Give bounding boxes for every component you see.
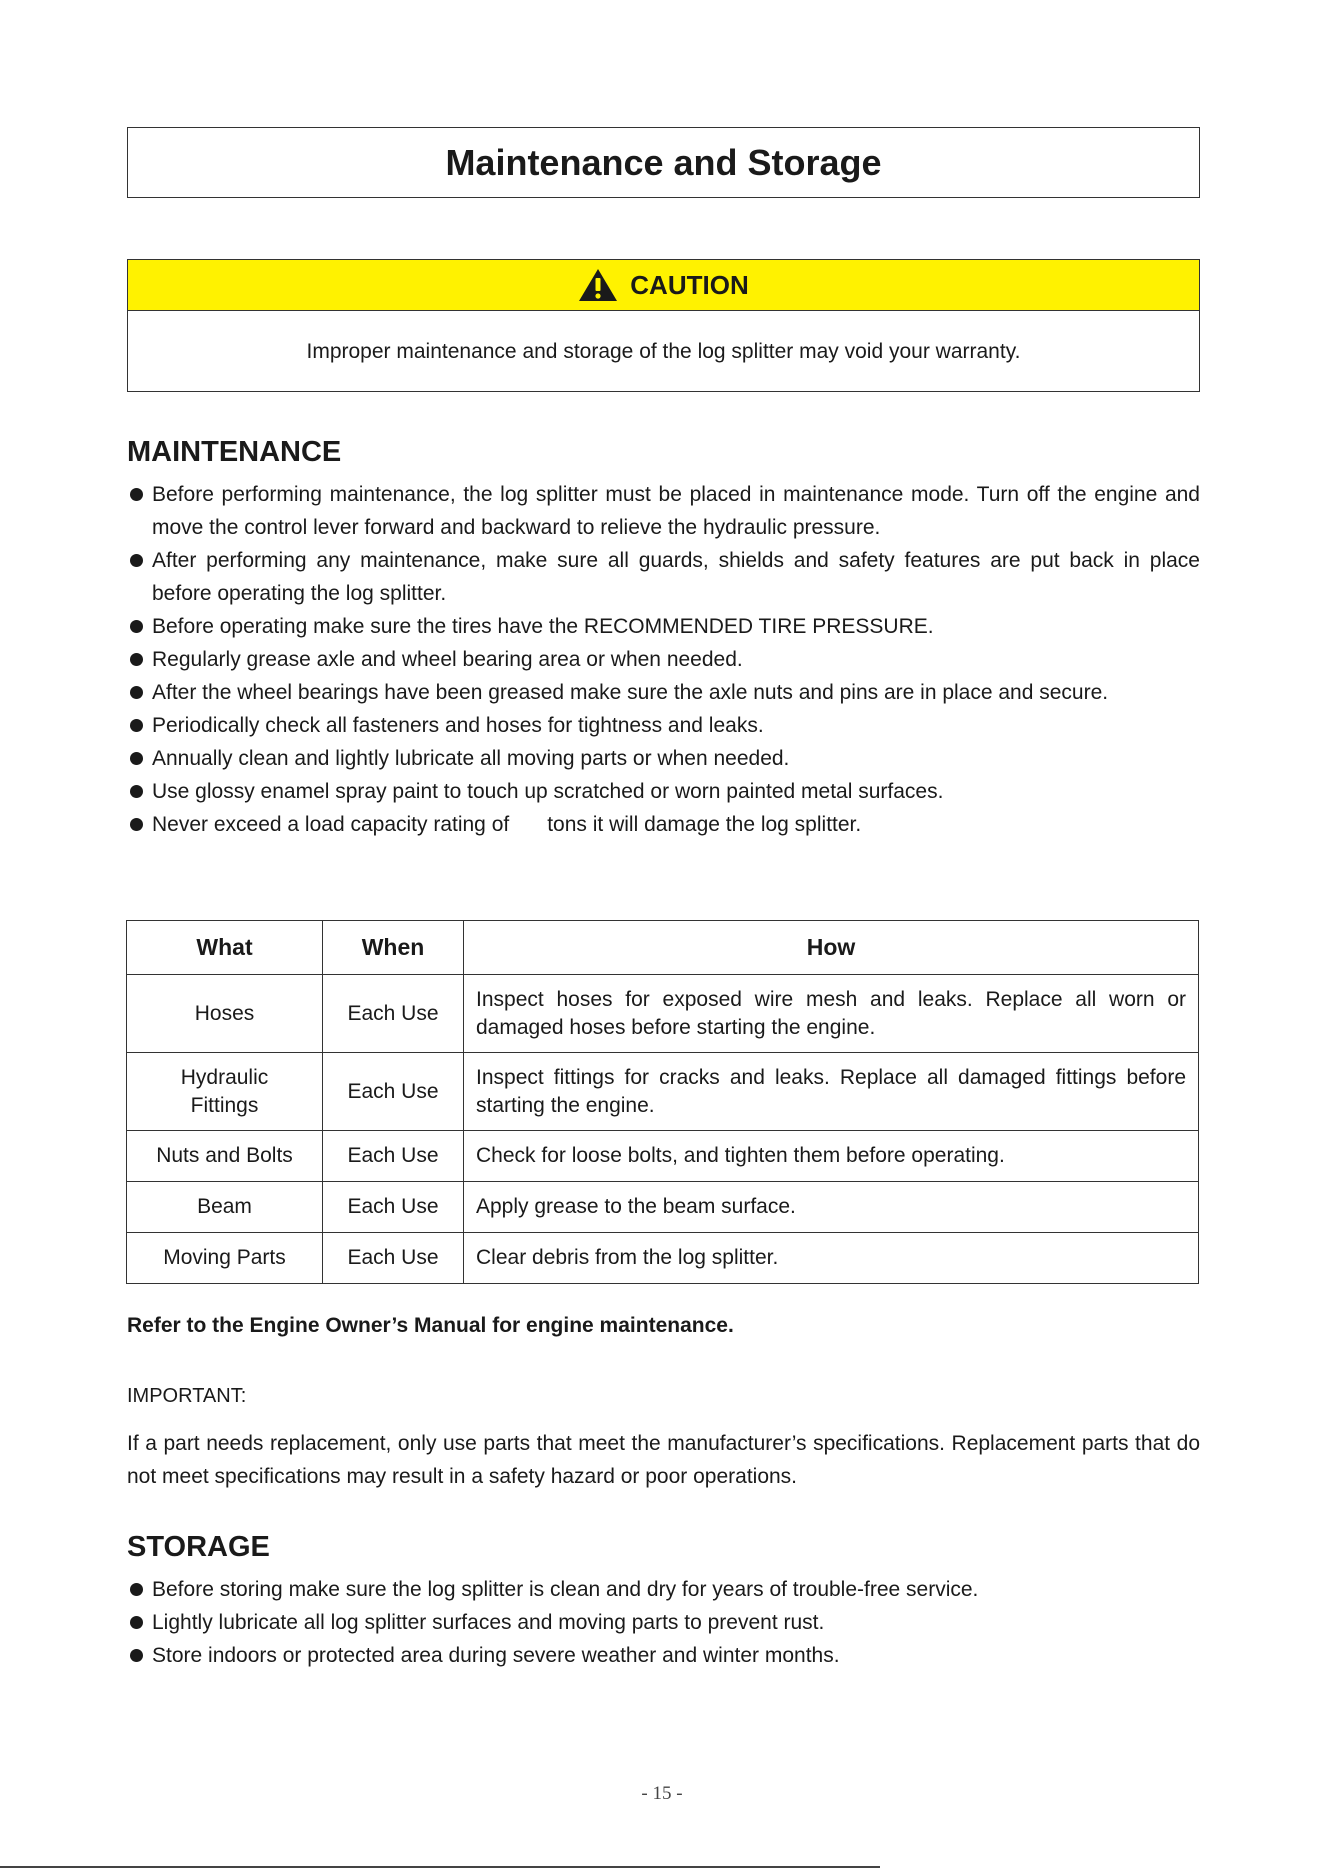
list-item bbox=[127, 808, 1200, 841]
maintenance-list bbox=[127, 478, 1200, 841]
list-item: Annually clean and lightly lubricate all moving parts or when needed. bbox=[127, 742, 1200, 775]
table-cell-when: Each Use bbox=[323, 1131, 464, 1182]
page-number: - 15 - bbox=[641, 1783, 683, 1804]
table-header-row bbox=[127, 921, 1199, 975]
table-cell-how: Inspect fittings for cracks and leaks. Replace all damaged fittings before starting the engine. bbox=[464, 1053, 1199, 1131]
caution-box bbox=[127, 259, 1200, 392]
column-header-how: How bbox=[464, 921, 1199, 975]
storage-heading: STORAGE bbox=[127, 1531, 270, 1563]
load-capacity-text-start: Never exceed a load capacity rating of bbox=[152, 813, 510, 836]
maintenance-table bbox=[126, 920, 1199, 1284]
table-cell-what: Beam bbox=[127, 1182, 323, 1233]
engine-manual-note: Refer to the Engine Owner’s Manual for engine maintenance. bbox=[127, 1314, 734, 1337]
important-text: If a part needs replacement, only use parts that meet the manufacturer’s specifications. Replacement parts that do not meet specifications may result in a safety hazard or poor operations. bbox=[127, 1432, 1200, 1488]
table-cell-how: Clear debris from the log splitter. bbox=[464, 1233, 1199, 1284]
important-label: IMPORTANT: bbox=[127, 1385, 247, 1407]
column-header-when: When bbox=[323, 921, 464, 975]
load-capacity-text-end: tons it will damage the log splitter. bbox=[547, 813, 862, 836]
storage-list bbox=[127, 1573, 1200, 1672]
table-cell-when: Each Use bbox=[323, 1053, 464, 1131]
table-cell-how: Inspect hoses for exposed wire mesh and leaks. Replace all worn or damaged hoses before starting the engine. bbox=[464, 975, 1199, 1053]
list-item: Regularly grease axle and wheel bearing area or when needed. bbox=[127, 643, 1200, 676]
list-item: Lightly lubricate all log splitter surfaces and moving parts to prevent rust. bbox=[127, 1606, 1200, 1639]
table-cell-when: Each Use bbox=[323, 1233, 464, 1284]
table-cell-what: Nuts and Bolts bbox=[127, 1131, 323, 1182]
list-item: Store indoors or protected area during severe weather and winter months. bbox=[127, 1639, 1200, 1672]
list-item: Periodically check all fasteners and hoses for tightness and leaks. bbox=[127, 709, 1200, 742]
table-cell-when: Each Use bbox=[323, 1182, 464, 1233]
warning-triangle-icon bbox=[578, 268, 618, 302]
caution-label: CAUTION bbox=[630, 269, 749, 300]
column-header-what: What bbox=[127, 921, 323, 975]
list-item: After performing any maintenance, make sure all guards, shields and safety features are put back in place before operating the log splitter. bbox=[127, 544, 1200, 610]
list-item: Before performing maintenance, the log splitter must be placed in maintenance mode. Turn off the engine and move the control lever forward and backward to relieve the hydraulic pressure. bbox=[127, 478, 1200, 544]
list-item: Use glossy enamel spray paint to touch up scratched or worn painted metal surfaces. bbox=[127, 775, 1200, 808]
maintenance-heading: MAINTENANCE bbox=[127, 436, 342, 468]
table-cell-how: Check for loose bolts, and tighten them before operating. bbox=[464, 1131, 1199, 1182]
table-row bbox=[127, 975, 1199, 1053]
table-row bbox=[127, 1053, 1199, 1131]
bottom-rule bbox=[0, 1866, 880, 1868]
table-cell-what: Moving Parts bbox=[127, 1233, 323, 1284]
table-cell-what: Hoses bbox=[127, 975, 323, 1053]
table-row bbox=[127, 1233, 1199, 1284]
table-row bbox=[127, 1182, 1199, 1233]
page-title: Maintenance and Storage bbox=[127, 127, 1200, 198]
table-row bbox=[127, 1131, 1199, 1182]
table-cell-what: Hydraulic Fittings bbox=[127, 1053, 323, 1131]
list-item: Before operating make sure the tires have the RECOMMENDED TIRE PRESSURE. bbox=[127, 610, 1200, 643]
caution-header bbox=[128, 260, 1199, 311]
table-cell-how: Apply grease to the beam surface. bbox=[464, 1182, 1199, 1233]
list-item: Before storing make sure the log splitter is clean and dry for years of trouble-free service. bbox=[127, 1573, 1200, 1606]
caution-text: Improper maintenance and storage of the log splitter may void your warranty. bbox=[306, 339, 1021, 363]
list-item: After the wheel bearings have been greased make sure the axle nuts and pins are in place and secure. bbox=[127, 676, 1200, 709]
table-cell-when: Each Use bbox=[323, 975, 464, 1053]
